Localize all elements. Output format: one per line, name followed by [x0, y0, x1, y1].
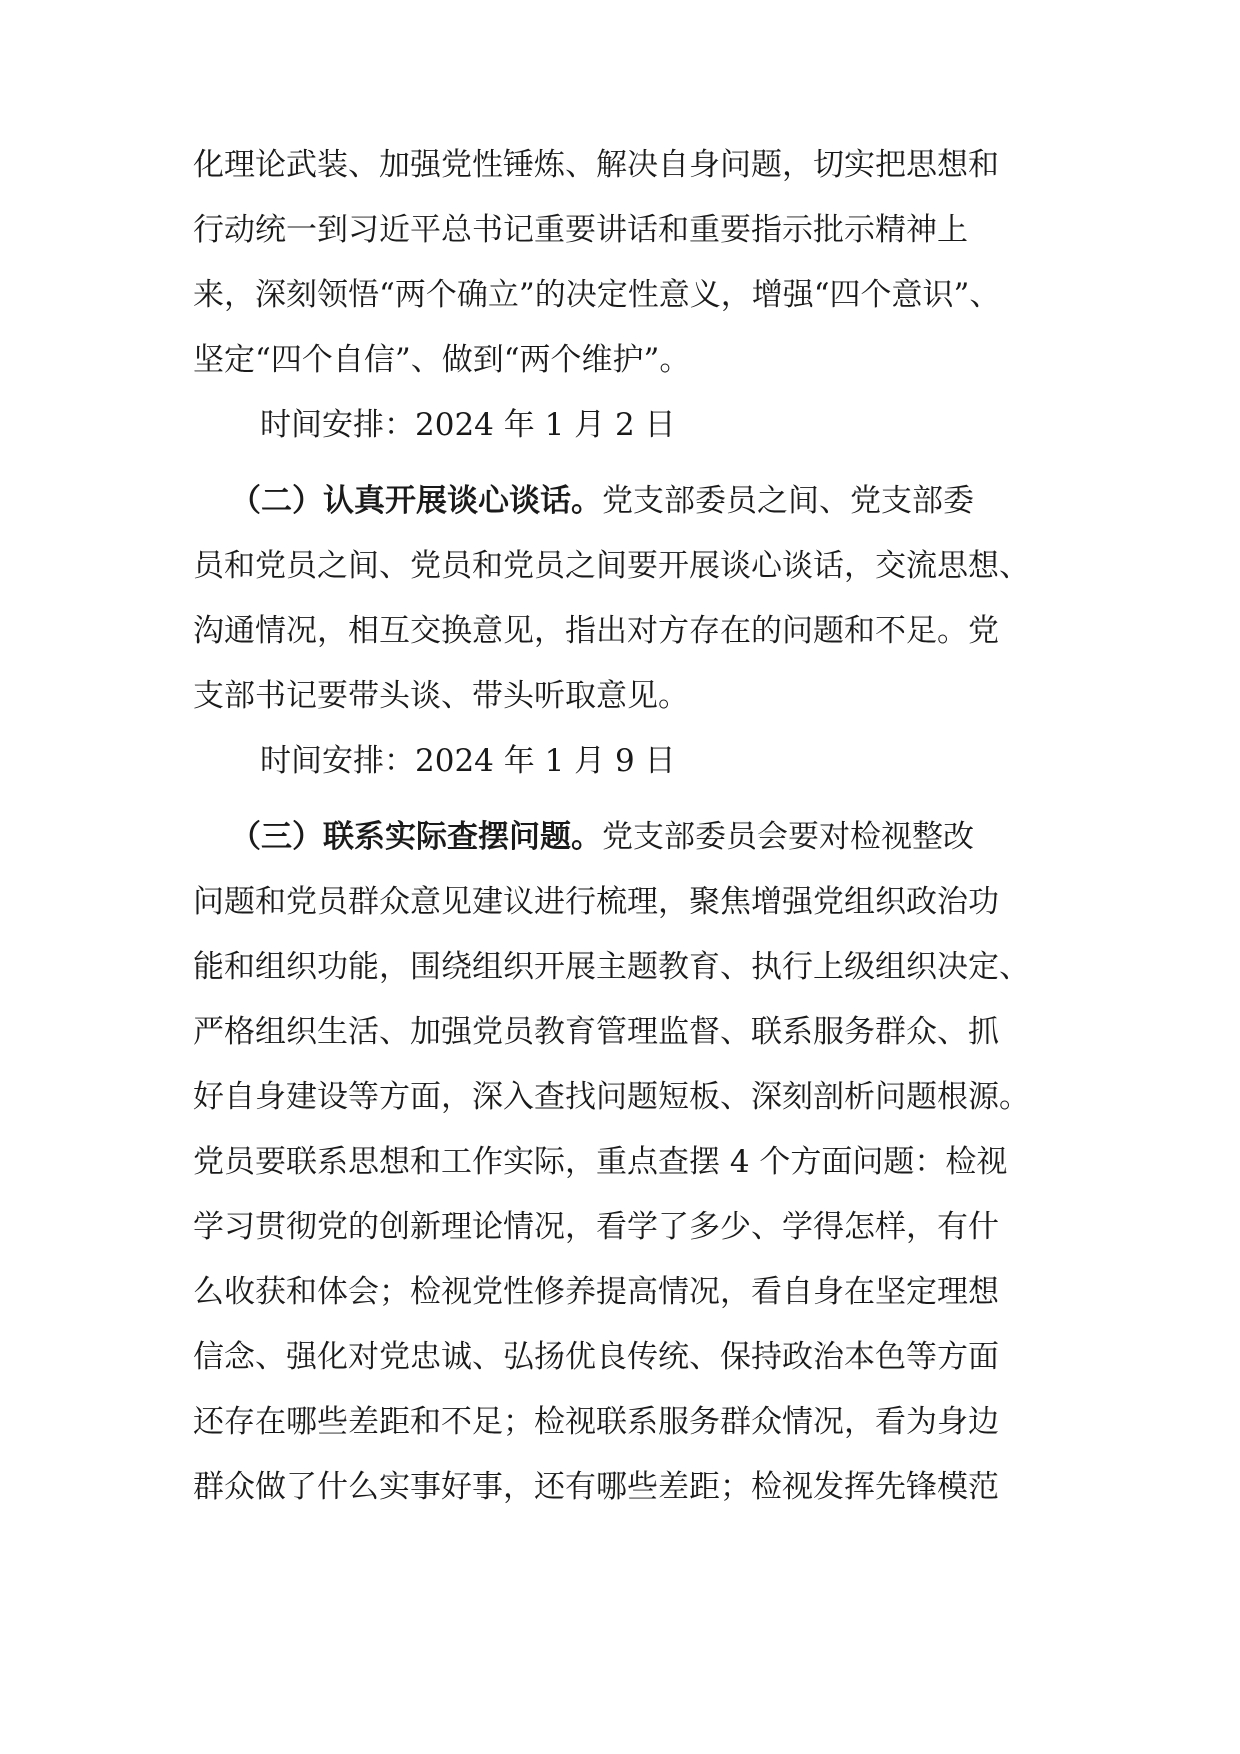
paragraph-line: 支部书记要带头谈、带头听取意见。 — [193, 678, 689, 714]
schedule-line-2: 时间安排：2024 年 1 月 9 日 — [260, 743, 676, 779]
paragraph-line: 么收获和体会；检视党性修养提高情况，看自身在坚定理想 — [193, 1274, 999, 1310]
paragraph-line: 学习贯彻党的创新理论情况，看学了多少、学得怎样，有什 — [193, 1209, 999, 1245]
paragraph-line: 问题和党员群众意见建议进行梳理，聚焦增强党组织政治功 — [193, 884, 999, 920]
paragraph-line: 来，深刻领悟“两个确立”的决定性意义，增强“四个意识”、 — [193, 277, 1001, 313]
paragraph-line: 党员要联系思想和工作实际，重点查摆 4 个方面问题：检视 — [193, 1144, 1008, 1180]
paragraph-line: 化理论武装、加强党性锤炼、解决自身问题，切实把思想和 — [193, 147, 999, 183]
schedule-line-1: 时间安排：2024 年 1 月 2 日 — [260, 407, 676, 443]
section-3-first-line — [230, 813, 974, 861]
paragraph-line: 信念、强化对党忠诚、弘扬优良传统、保持政治本色等方面 — [193, 1339, 999, 1375]
paragraph-line: 好自身建设等方面，深入查找问题短板、深刻剖析问题根源。 — [193, 1079, 1030, 1115]
section-3-first-line-text: 党支部委员会要对检视整改 — [602, 819, 974, 855]
paragraph-line: 沟通情况，相互交换意见，指出对方存在的问题和不足。党 — [193, 613, 999, 649]
section-2-heading: （二）认真开展谈心谈话。 — [230, 483, 602, 519]
paragraph-line: 行动统一到习近平总书记重要讲话和重要指示批示精神上 — [193, 212, 968, 248]
paragraph-line: 员和党员之间、党员和党员之间要开展谈心谈话，交流思想、 — [193, 548, 1030, 584]
paragraph-line: 群众做了什么实事好事，还有哪些差距；检视发挥先锋模范 — [193, 1469, 999, 1505]
section-3-heading: （三）联系实际查摆问题。 — [230, 819, 602, 855]
paragraph-line: 坚定“四个自信”、做到“两个维护”。 — [193, 342, 691, 378]
paragraph-line: 还存在哪些差距和不足；检视联系服务群众情况，看为身边 — [193, 1404, 999, 1440]
paragraph-line: 能和组织功能，围绕组织开展主题教育、执行上级组织决定、 — [193, 949, 1030, 985]
section-2-first-line — [230, 477, 974, 525]
paragraph-line: 严格组织生活、加强党员教育管理监督、联系服务群众、抓 — [193, 1014, 999, 1050]
section-2-first-line-text: 党支部委员之间、党支部委 — [602, 483, 974, 519]
